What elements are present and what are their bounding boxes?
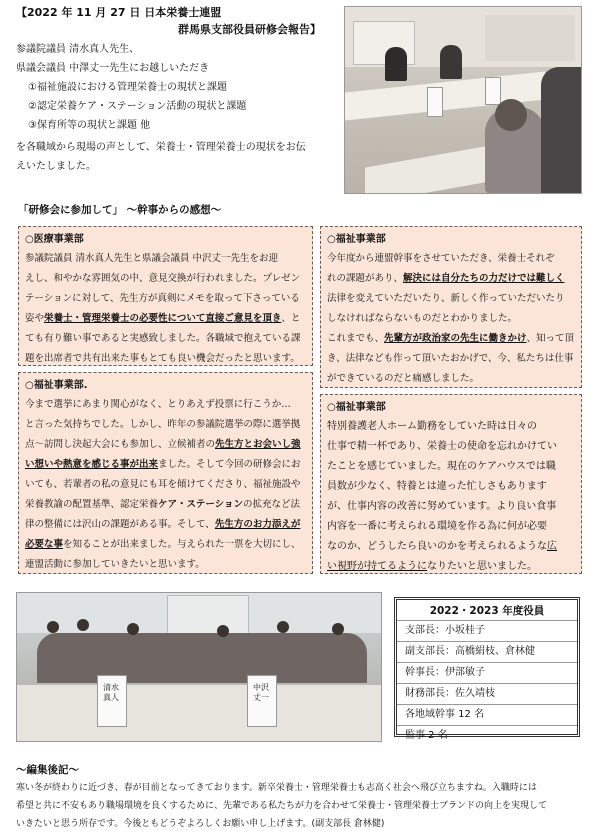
name-plate-left: 清水 真人 <box>103 683 119 702</box>
emphasis: 先生方とお会いし強 <box>215 439 301 450</box>
box-line: き、法律なども作って頂いたおかげで、今、私たちは仕事 <box>327 353 574 364</box>
emphasis: 先生方のお力添えが <box>214 519 301 530</box>
welfare-comment-box-right-1 <box>320 226 582 388</box>
officer-row: 副支部長：高橋絹枝、倉林健 <box>397 641 577 662</box>
meeting-photo <box>344 6 582 194</box>
box-line: 題を出席者で共有出来た事もとても良い機会だったと思います。 <box>25 353 300 364</box>
box-line: れの課題があり、解決には自分たちの力だけでは難しく <box>327 273 565 284</box>
emphasis: い視野が持てるように <box>327 561 427 572</box>
box-line: テーションに対して、先生方が真剣にメモを取って下さっている <box>25 293 300 304</box>
box-line: 今年度から連盟幹事をさせていただき、栄養士それぞ <box>327 253 555 264</box>
box-line: 仕事で精一杯であり、栄養士の使命を忘れかけてい <box>327 441 557 452</box>
intro-line: ②認定栄養ケア・ステーション活動の現状と課題 <box>28 101 247 112</box>
group-photo <box>16 592 382 742</box>
intro-line: 参議院議員 清水真人先生、 <box>16 44 140 55</box>
box-line: が、仕事内容の改善に努めています。より良い食事 <box>327 501 557 512</box>
intro-line: ①福祉施設における管理栄養士の現状と課題 <box>28 82 227 93</box>
box-line: ても有り難い事であると実感致しました。各職域で抱えている課 <box>25 333 301 344</box>
emphasis: い想いや熱意を感じる事が出来 <box>25 459 159 470</box>
emphasis: 必要な事 <box>25 539 64 550</box>
box-line: これまでも、先輩方が政治家の先生に働きかけ、知って頂 <box>327 333 575 344</box>
intro-line: 県議会議員 中澤丈一先生にお越しいただき <box>16 63 210 74</box>
report-header-line1: 【2022 年 11 月 27 日 日本栄養士連盟 <box>16 6 222 19</box>
box-line: いても、若輩者の私の意見にも耳を傾けてくださり、福祉施設や <box>25 479 301 490</box>
box-title: ○福祉事業部 <box>327 402 386 413</box>
box-line: 姿や栄養士・管理栄養士の必要性について直接ご意見を頂き、と <box>25 313 301 324</box>
box-line: 点～訪問し決起大会にも参加し、立候補者の先生方とお会いし強 <box>25 439 301 450</box>
box-line: 法律を変えていただいたり、新しく作っていただいたり <box>327 293 565 304</box>
name-plate-right: 中沢 丈一 <box>253 683 269 702</box>
box-line: しなければならないものだとわかりました。 <box>327 313 518 324</box>
box-line: たことを感じていました。現在のケアハウスでは職 <box>327 461 556 472</box>
emphasis: 解決には自分たちの力だけでは難しく <box>403 273 565 284</box>
box-line: 内容を一番に考えられる環境を作る為に何が必要 <box>327 521 547 532</box>
report-header-line2: 群馬県支部役員研修会報告】 <box>178 23 321 36</box>
box-line: 員数が少なく、特養とは違った忙しさもあります <box>327 481 547 492</box>
box-line: 参議院議員 清水真人先生と県議会議員 中沢丈一先生をお迎 <box>25 253 279 264</box>
officer-row: 支部長：小坂桂子 <box>397 620 577 641</box>
intro-line: えいたしました。 <box>16 161 96 172</box>
box-line: い視野が持てるようになりたいと思いました。 <box>327 561 537 572</box>
box-title: ○福祉事業部. <box>25 380 88 391</box>
box-line: 今まで選挙にあまり関心がなく、とりあえず投票に行こうか… <box>25 399 291 410</box>
emphasis: 広 <box>547 541 557 552</box>
box-line: なのか、どうしたら良いのかを考えられるような広 <box>327 541 557 552</box>
officers-table <box>394 597 580 741</box>
box-title: ○福祉事業部 <box>327 234 386 245</box>
officer-row: 各地域幹事 12 名 <box>397 704 577 725</box>
box-line: 栄養教諭の配置基準、認定栄養ケア・ステーションの拡充など法 <box>25 499 300 510</box>
box-line: えし、和やかな雰囲気の中、意見交換が行われました。プレゼン <box>25 273 301 284</box>
officers-title: 2022・2023 年度役員 <box>429 605 545 617</box>
postscript-line: 希望と共に不安もあり職場環境を良くするために、先輩である私たちが力を合わせて栄養士・管理栄養士ブランドの向上を実現して <box>16 801 548 811</box>
section-title: 「研修会に参加して」 ～幹事からの感想～ <box>18 204 222 216</box>
postscript-line: いきたいと思う所存です。今後ともどうぞよろしくお願い申し上げます。(副支部長 倉林健) <box>16 819 385 829</box>
box-line: 律の整備には沢山の課題がある事。そして、先生方のお力添えが <box>25 519 301 530</box>
medical-comment-box <box>18 226 313 366</box>
welfare-comment-box-right-2 <box>320 394 582 574</box>
intro-line: を各職域から現場の声として、栄養士・管理栄養士の現状をお伝 <box>16 142 306 153</box>
box-line: 連盟活動に参加していきたいと思います。 <box>25 559 205 570</box>
welfare-comment-box-left <box>18 372 313 574</box>
box-title: ○医療事業部 <box>25 234 84 245</box>
officer-row: 幹事長：伊部敏子 <box>397 662 577 683</box>
postscript-title: ～編集後記～ <box>16 764 79 776</box>
intro-line: ③保育所等の現状と課題 他 <box>28 120 151 131</box>
officer-row: 監事 2 名 <box>397 725 577 746</box>
box-line: 特別養護老人ホーム勤務をしていた時は日々の <box>327 421 537 432</box>
box-line: と言った気持ちでした。しかし、昨年の参議院選挙の際に選挙拠 <box>25 419 301 430</box>
officer-row: 財務部長：佐久靖枝 <box>397 683 577 704</box>
emphasis: 栄養士・管理栄養士の必要性について直接ご意見を頂き <box>44 313 282 324</box>
box-line: 必要な事を知ることが出来ました。与えられた一票を大切にし、 <box>25 539 301 550</box>
emphasis: ケア・ステーション <box>158 499 243 510</box>
box-line: い想いや熱意を感じる事が出来ました。そして今回の研修会にお <box>25 459 301 470</box>
postscript-line: 寒い冬が終わりに近づき、春が目前となってきております。新卒栄養士・管理栄養士も志高く社会へ飛び立ちますね。入職時には <box>16 783 537 793</box>
emphasis: 先輩方が政治家の先生に働きかけ <box>384 333 527 344</box>
box-line: ができているのだと痛感しました。 <box>327 373 480 384</box>
